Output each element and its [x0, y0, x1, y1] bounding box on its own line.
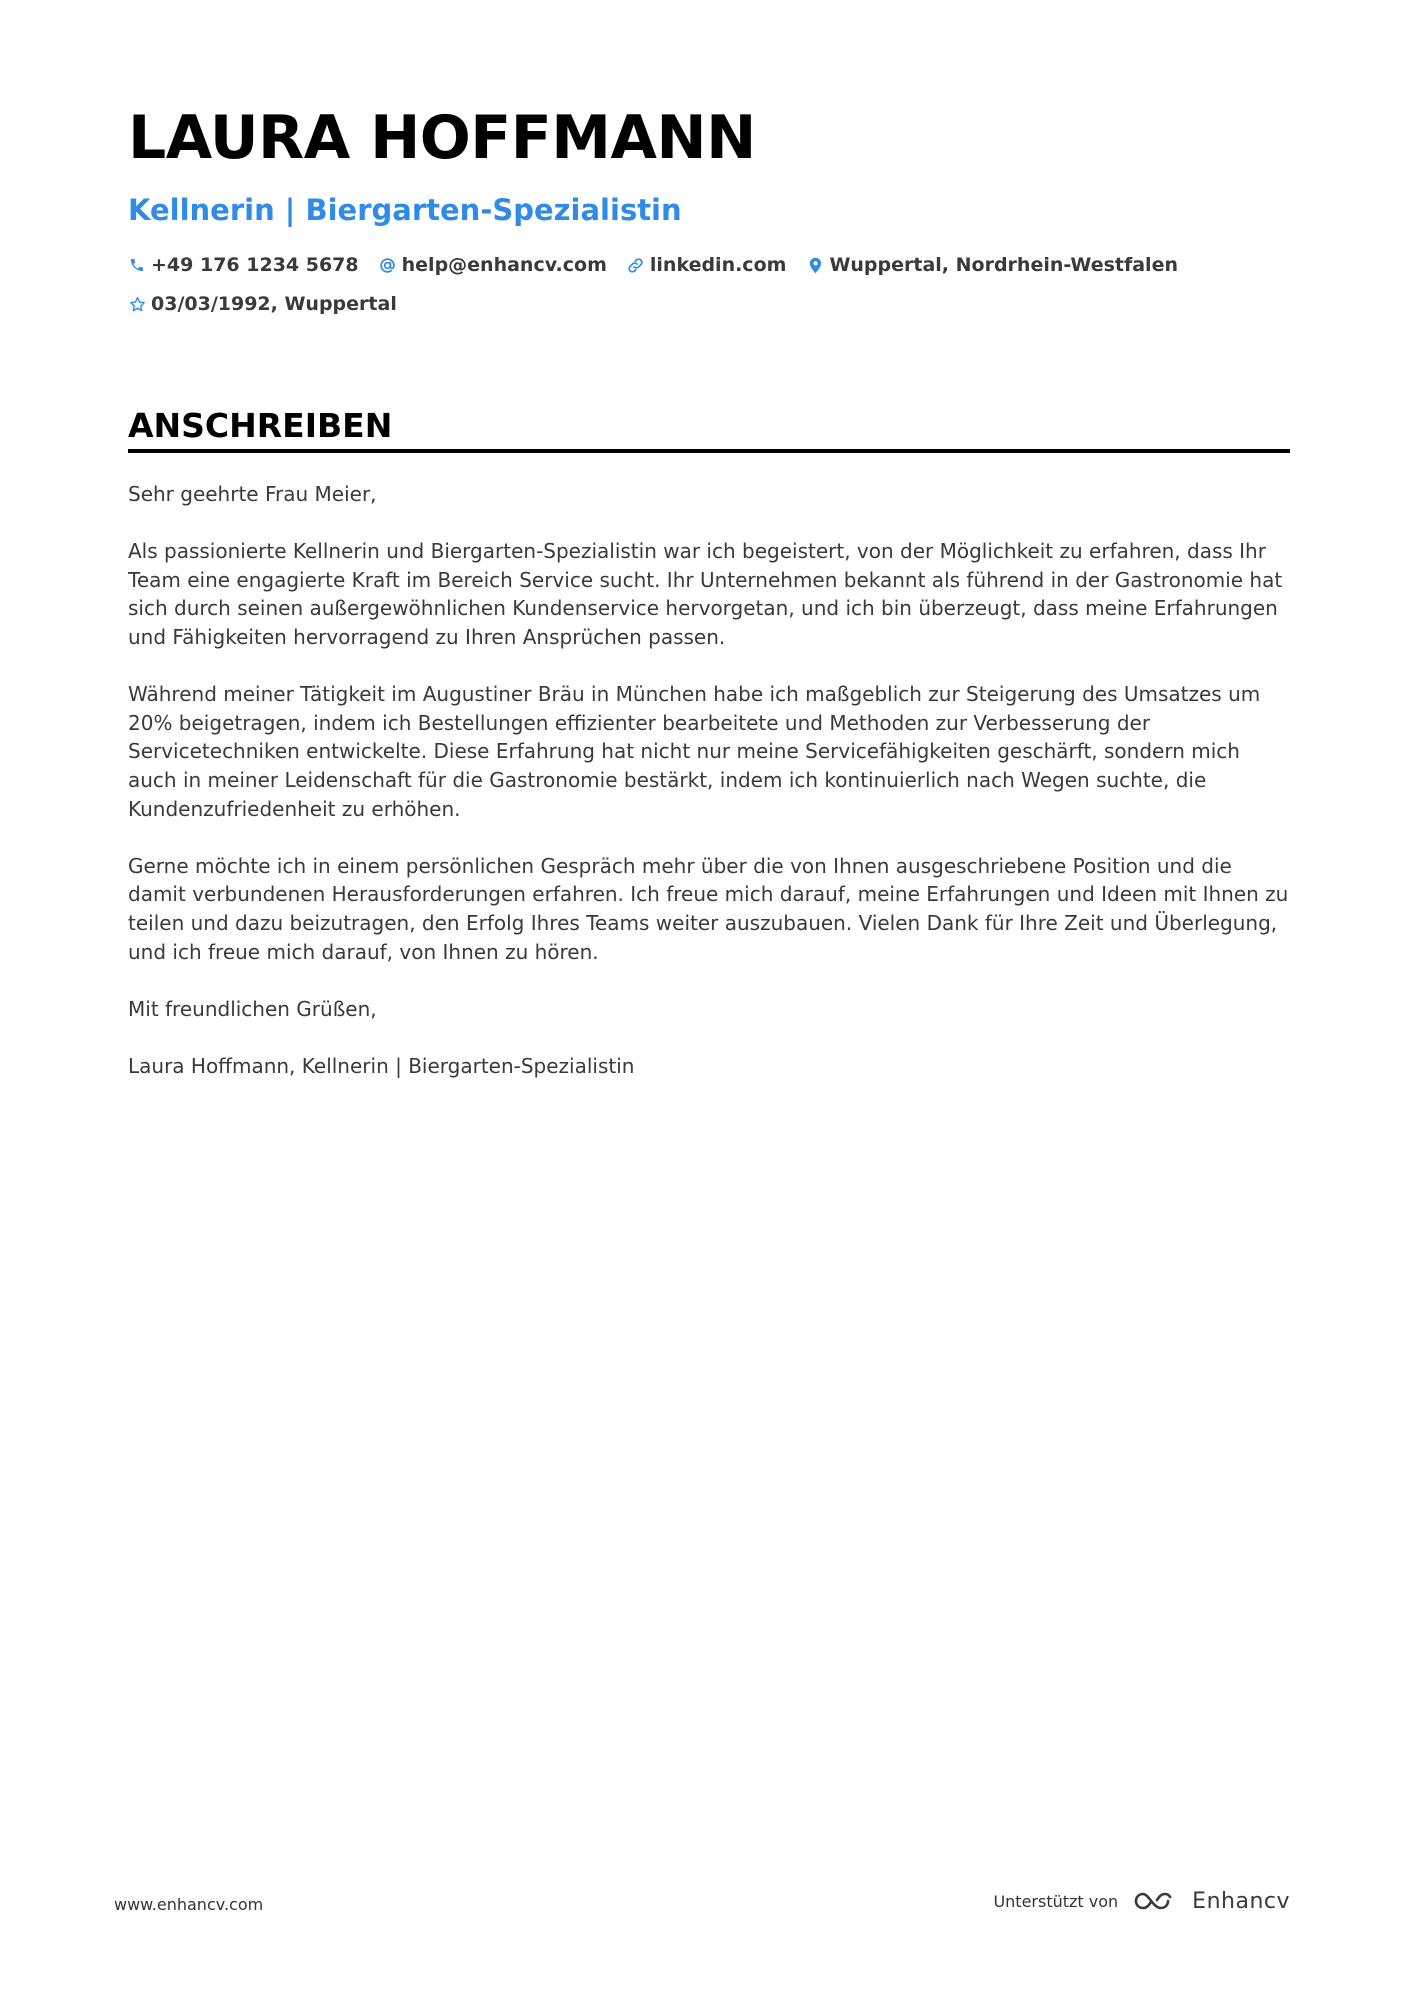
- link-icon: [627, 256, 645, 274]
- contact-email[interactable]: [379, 254, 607, 276]
- footer-website[interactable]: www.enhancv.com: [114, 1895, 264, 1914]
- letter-paragraph: Als passionierte Kellnerin und Biergarten-Spezialistin war ich begeistert, von der Möglichkeit zu erfahren, dass Ihr Team eine engagierte Kraft im Bereich Service sucht. Ihr Unternehmen bekannt als führend in der Gastronomie hat sich durch seinen außergewöhnlichen Kundenservice hervorgetan, und ich bin überzeugt, dass meine Erfahrungen und Fähigkeiten hervorragend zu Ihren Ansprüchen passen.: [128, 539, 1283, 649]
- letter-signature: Laura Hoffmann, Kellnerin | Biergarten-Spezialistin: [128, 1053, 635, 1078]
- powered-by-text: Unterstützt von: [993, 1891, 1119, 1911]
- footer-branding: [993, 1888, 1290, 1914]
- contact-phone-text: +49 176 1234 5678: [151, 254, 359, 276]
- contact-email-text[interactable]: help@enhancv.com: [401, 254, 607, 276]
- brand-name: Enhancv: [1192, 1888, 1290, 1914]
- section-divider: [128, 449, 1290, 453]
- contact-birth: [128, 293, 397, 315]
- letter-closing: Mit freundlichen Grüßen,: [128, 996, 377, 1021]
- letter-salutation: Sehr geehrte Frau Meier,: [128, 482, 377, 506]
- contact-row: [128, 254, 1198, 276]
- at-icon: [379, 256, 397, 274]
- contact-row-secondary: [128, 293, 417, 315]
- letter-paragraph: Gerne möchte ich in einem persönlichen Gespräch mehr über die von Ihnen ausgeschriebene Position und die damit verbundenen Herausforderungen erfahren. Ich freue mich darauf, meine Erfahrungen und Ideen mit Ihnen zu teilen und dazu beizutragen, den Erfolg Ihres Teams weiter auszubauen. Vielen Dank für Ihre Zeit und Überlegung, und ich freue mich darauf, von Ihnen zu hören.: [128, 853, 1289, 964]
- contact-linkedin[interactable]: [627, 254, 787, 276]
- star-icon: [128, 295, 146, 313]
- contact-linkedin-text[interactable]: linkedin.com: [649, 254, 787, 276]
- enhancv-logo-icon: [1130, 1888, 1178, 1914]
- applicant-headline: Kellnerin | Biergarten-Spezialistin: [128, 193, 682, 227]
- phone-icon: [128, 256, 146, 274]
- contact-location-text: Wuppertal, Nordrhein-Westfalen: [829, 254, 1178, 276]
- map-pin-icon: [806, 256, 824, 274]
- applicant-name: LAURA HOFFMANN: [128, 103, 756, 173]
- contact-phone: [128, 254, 359, 276]
- letter-body: [128, 480, 1290, 1109]
- letter-paragraph: Während meiner Tätigkeit im Augustiner Bräu in München habe ich maßgeblich zur Steigerung des Umsatzes um 20% beigetragen, indem ich Bestellungen effizienter bearbeitete und Methoden zur Verbesserung der Servicetechniken entwickelte. Diese Erfahrung hat nicht nur meine Servicefähigkeiten geschärft, sondern mich auch in meiner Leidenschaft für die Gastronomie bestärkt, indem ich kontinuierlich nach Wegen suchte, die Kundenzufriedenheit zu erhöhen.: [128, 682, 1261, 821]
- contact-location: [806, 254, 1178, 276]
- section-title: ANSCHREIBEN: [128, 406, 393, 445]
- contact-birth-text: 03/03/1992, Wuppertal: [151, 293, 397, 315]
